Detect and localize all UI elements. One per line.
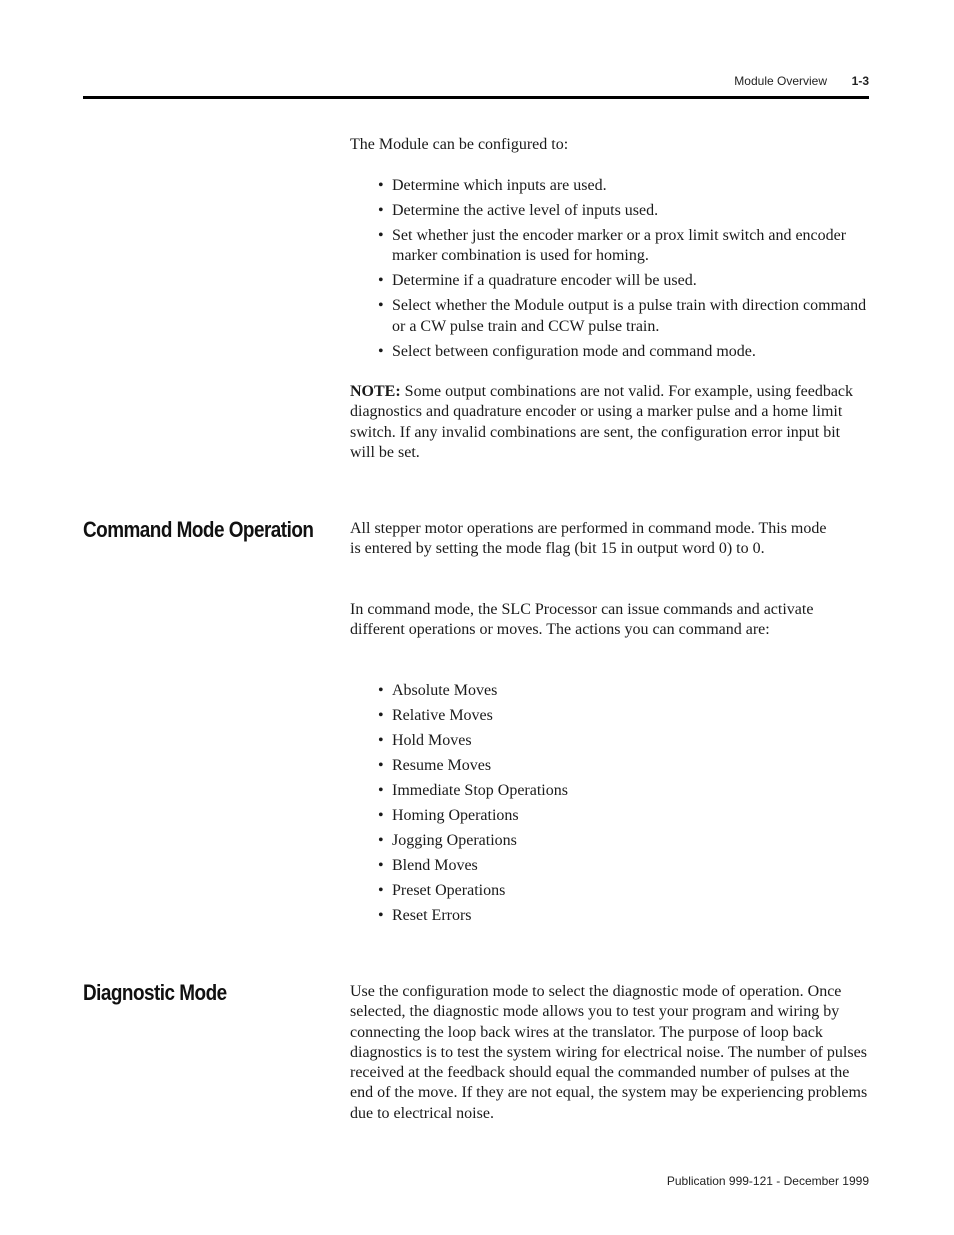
bullet-icon: • [378,177,384,194]
list-item [378,781,870,801]
list-item-text: Determine if a quadrature encoder will be used. [392,272,697,290]
list-item-text: Homing Operations [392,806,519,824]
bullet-icon: • [378,906,384,924]
bullet-icon: • [378,201,384,219]
list-item [378,881,870,901]
command-para-2-text: In command mode, the SLC Processor can issue commands and activate different operations or moves. The actions you can command are: [350,601,814,639]
bullet-icon: • [378,756,384,774]
list-item-text: Determine which inputs are used. [392,177,607,194]
list-item-text: Select between configuration mode and command mode. [392,342,756,360]
bullet-icon: • [378,706,384,724]
list-item [378,226,858,267]
list-item-text: Absolute Moves [392,682,498,699]
list-item-text: Hold Moves [392,731,472,749]
list-item-text: Reset Errors [392,906,472,924]
list-item [378,906,870,926]
publication-footer: Publication 999-121 - December 1999 [666,1174,869,1188]
list-item [378,681,870,701]
list-item-text: Jogging Operations [392,831,517,849]
bullet-icon: • [378,731,384,749]
diagnostic-para-text: Use the configuration mode to select the diagnostic mode of operation. Once selected, the diagnostic mode allows you to test your program and wiring by connecting the loop back wires at the translator. The purpose of loop back diagnostics is to test the system wiring for electrical noise. The number of pulses received at the feedback should equal the commanded number of pulses at the end of the move. If they are not equal, the system may be experiencing problems due to electrical noise. [350,983,868,1122]
list-item-text: Select whether the Module output is a pulse train with direction command or a CW pulse train and CCW pulse train. [392,297,867,335]
command-actions-list [378,681,870,931]
list-item-text: Immediate Stop Operations [392,781,568,799]
header-rule [83,96,869,99]
bullet-icon: • [378,806,384,824]
list-item [378,731,870,751]
list-item-text: Determine the active level of inputs used. [392,201,659,219]
list-item [378,806,870,826]
list-item [378,756,870,776]
bullet-icon: • [378,831,384,849]
list-item [378,856,870,876]
bullet-icon: • [378,342,384,360]
bullet-icon: • [378,297,384,315]
list-item [378,271,870,291]
note-paragraph [350,382,868,463]
bullet-icon: • [378,856,384,874]
config-options-list [378,176,870,367]
intro-lead [350,135,870,155]
list-item-text: Preset Operations [392,881,506,899]
list-item [378,176,858,196]
list-item-text: Resume Moves [392,756,492,774]
bullet-icon: • [378,881,384,899]
bullet-icon: • [378,226,384,244]
note-label: NOTE: [350,383,401,400]
list-item [378,342,870,362]
diagnostic-para [350,982,870,1124]
section-heading-diagnostic-mode: Diagnostic Mode [83,980,227,1005]
list-item-text: Relative Moves [392,706,493,724]
bullet-icon: • [378,272,384,290]
note-text: Some output combinations are not valid. For example, using feedback diagnostics and quadrature encoder or using a marker pulse and a home limit switch. If any invalid combinations are sent, the configuration error input bit will be set. [350,383,854,461]
list-item [378,296,870,337]
bullet-icon: • [378,682,384,699]
page-number: 1-3 [851,74,869,88]
section-heading-command-mode: Command Mode Operation [83,517,314,542]
list-item [378,201,870,221]
intro-lead-text: The Module can be configured to: [350,136,569,153]
command-para-1 [350,519,830,560]
command-para-1-text: All stepper motor operations are performed in command mode. This mode is entered by setting the mode flag (bit 15 in output word 0) to 0. [350,520,827,558]
bullet-icon: • [378,781,384,799]
list-item-text: Blend Moves [392,856,478,874]
list-item [378,831,870,851]
list-item [378,706,870,726]
running-header-section: Module Overview [734,74,827,88]
list-item-text: Set whether just the encoder marker or a prox limit switch and encoder marker combination is used for homing. [392,226,847,265]
command-para-2 [350,600,830,641]
